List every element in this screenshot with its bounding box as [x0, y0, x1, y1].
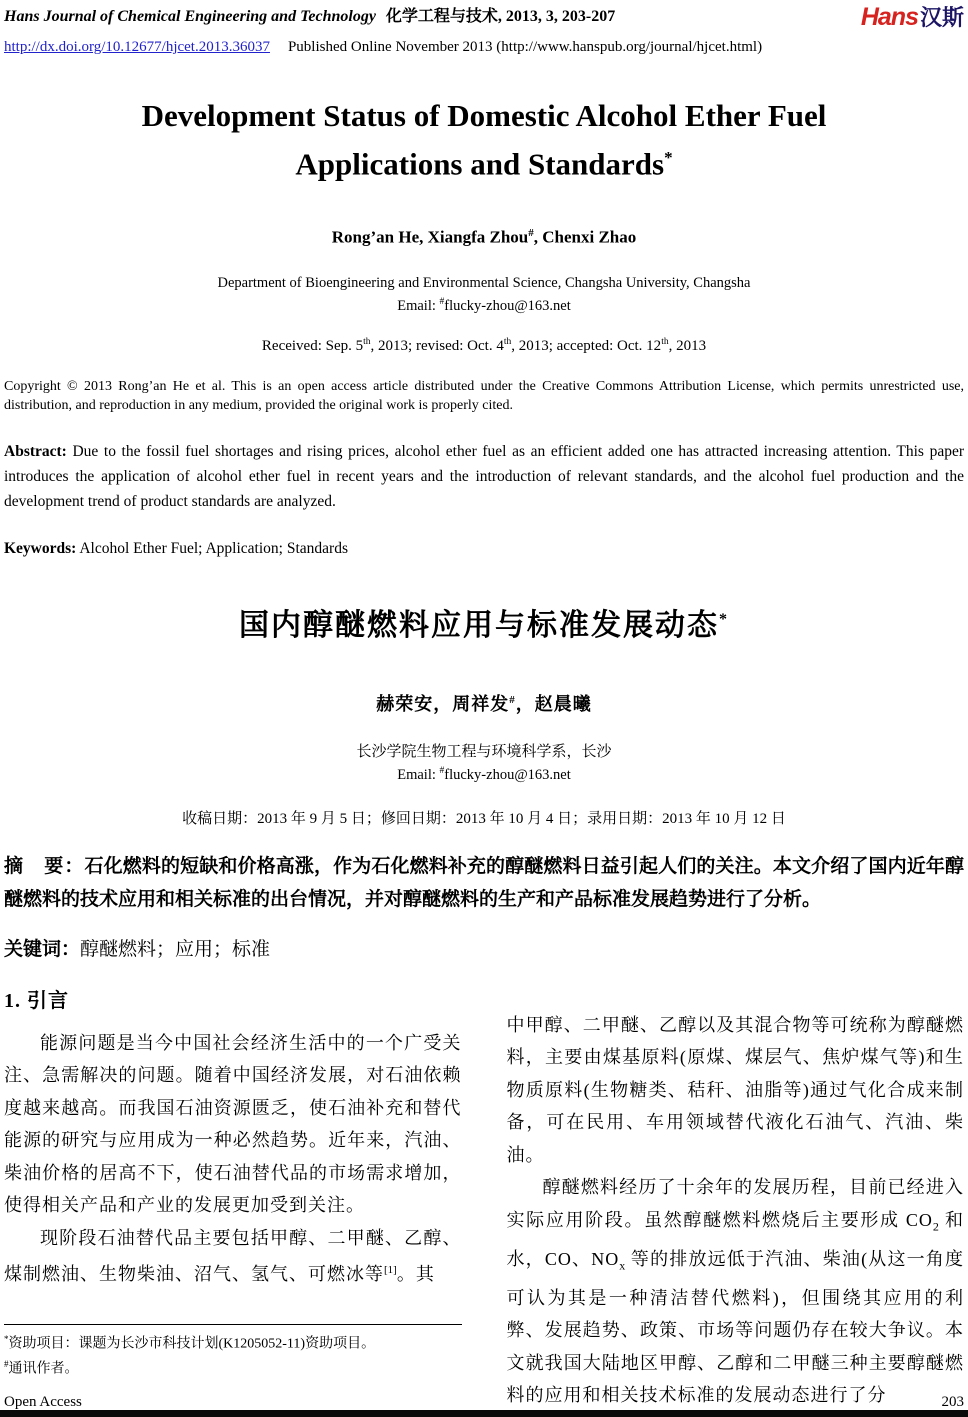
received-part: , 2013; revised: Oct. 4	[370, 337, 504, 354]
journal-header	[4, 5, 964, 33]
copyright-notice: Copyright © 2013 Rong’an He et al. This is an open access article distributed under the Creative Commons Attribution License, which permits unrestricted use, distribution, and reproduction in any medium, provided the original work is properly cited.	[4, 378, 964, 413]
keywords-zh	[4, 934, 964, 961]
open-access-label: Open Access	[4, 1394, 82, 1410]
ordinal-sup: th	[363, 336, 371, 347]
authors-zh	[4, 690, 964, 716]
abstract-text: Due to the fossil fuel shortages and rising prices, alcohol ether fuel as an efficient added one has attracted increasing attention. This paper introduces the application of alcohol ether fuel in recent years and the introduction of relevant standards, and the alcohol fuel production and the development trend of product standards are analyzed.	[4, 442, 964, 510]
affiliation-zh-text: 长沙学院生物工程与环境科学系，长沙	[356, 743, 612, 760]
journal-title-zh: 化学工程与技术, 2013, 3, 203-207	[385, 8, 616, 25]
keywords-label: Keywords:	[4, 539, 77, 557]
doi-link[interactable]: http://dx.doi.org/10.12677/hjcet.2013.36037	[4, 39, 270, 55]
dates-zh: 收稿日期：2013 年 9 月 5 日；修回日期：2013 年 10 月 4 日；录用日期：2013 年 10 月 12 日	[182, 810, 786, 827]
affiliation-en: Department of Bioengineering and Environmental Science, Changsha University, Changsha	[217, 274, 751, 291]
intro-paragraph-2-continued: 中甲醇、二甲醚、乙醇以及其混合物等可统称为醇醚燃料，主要由煤基原料(原煤、煤层气、焦炉煤气等)和生物质原料(生物糖类、秸秆、油脂等)通过气化合成来制备，可在民用、车用领域替代液化石油气、汽油、柴油。	[506, 1014, 964, 1165]
journal-title-line	[4, 5, 615, 27]
received-part: Received: Sep. 5	[261, 337, 364, 354]
email-address-zh: flucky-zhou@163.net	[444, 766, 571, 783]
page-number: 203	[941, 1394, 964, 1410]
paper-title-line1: Development Status of Domestic Alcohol Ether Fuel	[141, 98, 827, 133]
published-online-text: Published Online November 2013 (http://www.hanspub.org/journal/hjcet.html)	[287, 39, 763, 55]
authors-zh-mark: #	[509, 693, 516, 706]
doi-line	[4, 38, 964, 57]
footnote-fund-text: 资助项目：课题为长沙市科技计划(K1205052-11)资助项目。	[8, 1336, 376, 1352]
paper-title-zh	[4, 600, 964, 644]
title-zh-footnote-mark: *	[719, 610, 729, 628]
abstract-label: Abstract:	[4, 442, 67, 460]
intro-paragraph-2	[4, 1222, 462, 1291]
keywords-zh-label: 关键词：	[4, 938, 81, 960]
authors-en-names-tail: , Chenxi Zhao	[533, 227, 637, 247]
received-dates-en	[4, 337, 964, 355]
footnote-fund-mark: *	[4, 1333, 9, 1344]
journal-title-en: Hans Journal of Chemical Engineering and Technology	[4, 8, 376, 25]
intro-paragraph-3-a: 醇醚燃料经历了十余年的发展历程，目前已经进入实际应用阶段。虽然醇醚燃料燃烧后主要形成 CO	[506, 1177, 964, 1230]
received-part: , 2013; accepted: Oct. 12	[511, 337, 662, 354]
footnote-block	[4, 1324, 462, 1380]
abstract-zh-text: 石化燃料的短缺和价格高涨，作为石化燃料补充的醇醚燃料日益引起人们的关注。本文介绍了国内近年醇醚燃料的技术应用和相关标准的出台情况，并对醇醚燃料的生产和产品标准发展趋势进行了分析。	[4, 855, 964, 910]
email-mark: #	[439, 296, 445, 307]
email-label-zh: Email:	[397, 766, 440, 783]
nox-subscript: x	[619, 1258, 626, 1273]
email-label: Email:	[397, 297, 440, 314]
abstract-zh	[4, 850, 964, 916]
keywords-text: Alcohol Ether Fuel; Application; Standards	[76, 539, 348, 557]
intro-paragraph-2-text: 现阶段石油替代品主要包括甲醇、二甲醚、乙醇、煤制燃油、生物柴油、沼气、氢气、可燃冰等	[4, 1227, 462, 1285]
section-heading-introduction: 1. 引言	[4, 989, 69, 1012]
left-column	[4, 985, 462, 1380]
hans-logo-chinese: 汉斯	[919, 5, 964, 30]
email-line-zh	[4, 762, 964, 785]
paper-title-en	[4, 95, 964, 185]
paper-title-line2: Applications and Standards	[295, 146, 665, 182]
received-part: , 2013	[668, 337, 707, 354]
affiliation-zh	[4, 742, 964, 785]
ordinal-sup: th	[503, 336, 512, 347]
footnote-corr-mark: #	[4, 1359, 9, 1370]
hans-publisher-logo	[861, 5, 964, 33]
hans-logo-text: Hans	[860, 3, 918, 31]
authors-en-names: Rong’an He, Xiangfa Zhou	[331, 227, 529, 247]
footnote-funding	[4, 1329, 462, 1355]
footnote-corr-text: 通讯作者。	[8, 1362, 79, 1377]
citation-ref-1: [1]	[384, 1264, 397, 1277]
authors-zh-names: 赫荣安，周祥发	[376, 693, 510, 714]
email-line-en	[4, 293, 964, 316]
intro-paragraph-1: 能源问题是当今中国社会经济生活中的一个广受关注、急需解决的问题。随着中国经济发展，对石油依赖度越来越高。而我国石油资源匮乏，使石油补充和替代能源的研究与应用成为一种必然趋势。近年来，汽油、柴油价格的居高不下，使石油替代品的市场需求增加，使得相关产品和产业的发展更加受到关注。	[4, 1032, 462, 1216]
authors-en	[4, 227, 964, 248]
ordinal-sup: th	[661, 336, 669, 347]
intro-paragraph-3-b: 和水，CO、NO	[506, 1209, 965, 1269]
intro-paragraph-3	[507, 1171, 965, 1412]
paper-title-zh-text: 国内醇醚燃料应用与标准发展动态	[239, 608, 719, 642]
email-address: flucky-zhou@163.net	[444, 297, 571, 314]
abstract-zh-label: 摘 要：	[4, 855, 85, 877]
co2-subscript: 2	[932, 1219, 939, 1234]
email-mark-zh: #	[439, 765, 445, 776]
keywords-en	[4, 540, 964, 558]
intro-paragraph-3-c: 等的排放远低于汽油、柴油(从这一角度可认为其是一种清洁替代燃料)，但围绕其应用的利弊、发展趋势、政策、市场等问题仍存在较大争议。本文就我国大陆地区甲醇、乙醇和二甲醚三种主要醇醚燃料的应用和相关技术标准的发展动态进行了分	[506, 1248, 964, 1406]
intro-paragraph-2-tail: 。其	[396, 1264, 435, 1285]
keywords-zh-text: 醇醚燃料；应用；标准	[80, 938, 271, 960]
footnote-corresponding-author	[4, 1354, 462, 1380]
abstract-en	[4, 439, 964, 514]
corresponding-author-mark: #	[528, 227, 534, 240]
authors-zh-names-tail: ，赵晨曦	[515, 693, 592, 714]
title-footnote-mark: *	[664, 148, 673, 167]
bottom-bar	[0, 1410, 968, 1417]
